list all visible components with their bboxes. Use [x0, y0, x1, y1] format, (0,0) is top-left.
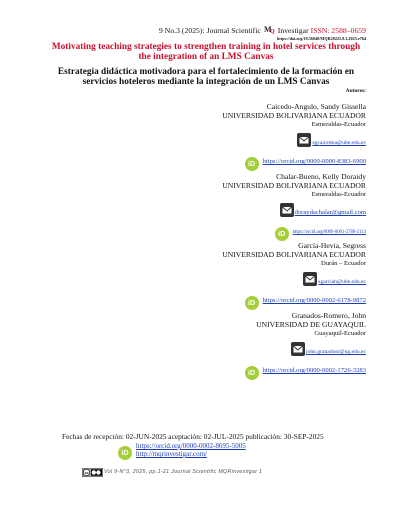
author-orcid-row [245, 289, 366, 310]
author-email-link[interactable]: sgarciah@ube.edu.ec [318, 279, 366, 285]
footer-orcid-link[interactable]: https://orcid.org/0000-0002-8695-5005 [136, 442, 246, 450]
issue-label: 9 No.3 (2025): Journal Scientific [159, 26, 261, 35]
journal-name: Investigar [277, 26, 309, 35]
author-orcid-link[interactable]: https://orcid.org/0009-0001-2780-2113 [292, 230, 366, 235]
orcid-icon: iD [245, 296, 259, 310]
page-footer-citation: Vol 9-N°3, 2025, pp.1-21 Journal Scientific MQRinvestigar 1 [104, 469, 263, 475]
author-orcid-link[interactable]: https://orcid.org/0009-0000-8383-6900 [262, 158, 366, 165]
orcid-icon: iD [245, 366, 259, 380]
title-english: Motivating teaching strategies to strengthen training in hotel services through the integration of an LMS Canvas [51, 42, 361, 62]
author-name: Caicedo-Angulo, Sandy Gissella [266, 102, 366, 111]
envelope-icon [303, 272, 317, 286]
author-name: García-Hevia, Segress [298, 241, 366, 250]
title-spanish: Estrategia didáctica motivadora para el fortalecimiento de la formación en servicios hoteleros mediante la integración de un LMS Canvas [57, 67, 355, 87]
author-block [222, 172, 366, 199]
publication-dates: Fechas de recepción: 02-JUN-2025 aceptación: 02-JUL-2025 publicación: 30-SEP-2025 [62, 432, 324, 441]
author-name: Chalar-Bueno, Kelly Doraidy [276, 172, 366, 181]
svg-text:cc: cc [84, 471, 89, 475]
doi-link[interactable]: https://doi.org/10.56048/MQR20225.9.3.2025.e764 [276, 36, 366, 41]
orcid-icon: iD [245, 157, 259, 171]
author-email-row [297, 131, 366, 149]
mqr-logo-icon [264, 24, 277, 34]
journal-header [159, 24, 366, 35]
author-email-link[interactable]: doraydachalar@gmail.com [294, 209, 366, 216]
orcid-icon: iD [118, 446, 132, 460]
author-institution: UNIVERSIDAD BOLIVARIANA ECUADOR [222, 111, 366, 120]
footer-site-link[interactable]: http://mqrinvestigar.com/ [136, 450, 207, 458]
author-email-row [303, 270, 366, 288]
author-email-link[interactable]: john.granadosr@ug.edu.ec [306, 349, 366, 355]
author-orcid-link[interactable]: https://orcid.org/0000-0002-1726-3283 [262, 367, 366, 374]
author-institution: UNIVERSIDAD BOLIVARIANA ECUADOR [222, 250, 366, 259]
author-orcid-row [245, 150, 366, 171]
envelope-icon [280, 203, 294, 217]
cc-license-icon [82, 468, 103, 477]
author-block [256, 311, 366, 338]
author-city: Guayaquil-Ecuador [314, 330, 366, 337]
author-orcid-link[interactable]: https://orcid.org/0000-0002-6178-9872 [262, 297, 366, 304]
author-city: Esmeraldas-Ecuador [311, 121, 366, 128]
svg-text:M: M [263, 25, 272, 34]
author-email-row [280, 201, 366, 219]
orcid-icon: iD [275, 227, 289, 241]
author-city: Esmeraldas-Ecuador [311, 191, 366, 198]
author-city: Durán – Ecuador [320, 260, 366, 267]
footer-links [136, 442, 246, 458]
author-orcid-row [275, 220, 366, 241]
envelope-icon [297, 133, 311, 147]
envelope-icon [291, 342, 305, 356]
authors-label: Autores: [345, 88, 366, 94]
author-block [222, 102, 366, 129]
author-name: Granados-Romero, John [291, 311, 366, 320]
author-block [222, 241, 366, 268]
issn: ISSN: 2588–0659 [310, 26, 366, 35]
svg-text:Q: Q [269, 29, 275, 34]
author-email-row [291, 340, 366, 358]
author-institution: UNIVERSIDAD DE GUAYAQUIL [256, 320, 366, 329]
author-email-link[interactable]: sgcaicedoa@ube.edu.ec [312, 140, 366, 146]
author-institution: UNIVERSIDAD BOLIVARIANA ECUADOR [222, 181, 366, 190]
author-orcid-row [245, 359, 366, 380]
